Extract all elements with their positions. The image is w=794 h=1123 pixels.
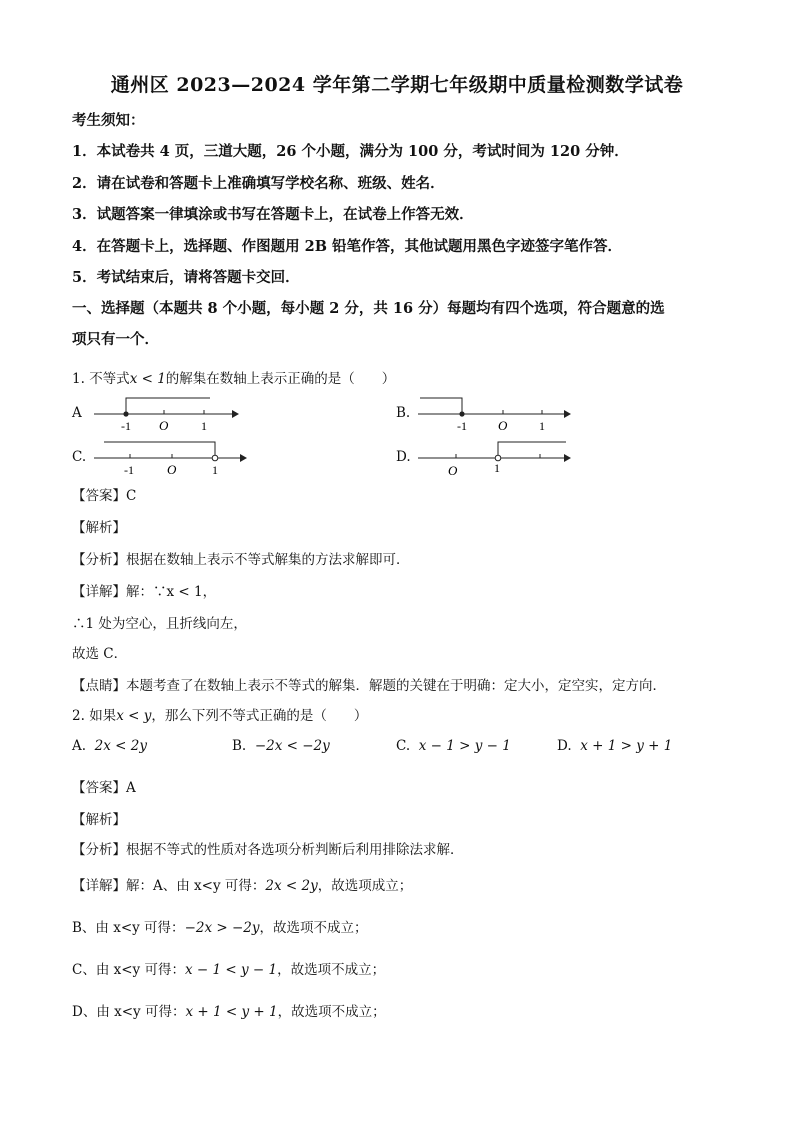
question-text: 不等式 <box>89 371 130 387</box>
detail-text: 【详解】解：∵x < 1， <box>72 584 217 600</box>
detail-math: x − 1 < y − 1 <box>184 962 278 978</box>
detail-text: ，故选项不成立； <box>259 920 368 936</box>
axis-arrow <box>564 410 571 418</box>
detail-step: ∴1 处为空心，且折线向左， <box>72 616 247 632</box>
question-text: ，那么下列不等式正确的是（ ） <box>151 708 368 724</box>
analysis-heading: 【解析】 <box>72 812 126 828</box>
solution-bracket <box>126 398 210 414</box>
option-a <box>72 738 147 754</box>
page-title: 通州区 2023—2024 学年第二学期七年级期中质量检测数学试卷 <box>110 74 684 96</box>
question-math: x < 1 <box>129 371 166 387</box>
detail-text: ，故选项不成立； <box>277 1004 386 1020</box>
detail-text: ，故选项不成立； <box>277 962 386 978</box>
question-number: 2. <box>72 708 85 724</box>
detail-math: x + 1 < y + 1 <box>185 1004 278 1020</box>
option-math: −2x < −2y <box>254 738 330 754</box>
option-b-label: B. <box>396 405 411 421</box>
solution-bracket <box>104 442 215 458</box>
question-1 <box>72 367 395 387</box>
tick-label: -1 <box>457 419 467 433</box>
option-a-number-line <box>90 392 240 434</box>
section-heading-cont: 项只有一个． <box>72 331 159 348</box>
detail-text: B、由 x<y 可得： <box>72 920 185 936</box>
solution-bracket <box>420 398 462 414</box>
detail-text: ，故选项成立； <box>317 878 413 894</box>
question-number: 1. <box>72 371 85 387</box>
option-math: x + 1 > y + 1 <box>580 738 673 754</box>
detail-text: 【详解】解：A、由 x<y 可得： <box>72 878 266 894</box>
tick-label: 1 <box>201 419 207 433</box>
option-d <box>557 738 672 754</box>
notice-item: 2．请在试卷和答题卡上准确填写学校名称、班级、姓名． <box>72 175 445 192</box>
detail-conclusion: 故选 C． <box>72 646 128 662</box>
detail-d <box>72 1000 386 1020</box>
question-text: 的解集在数轴上表示正确的是（ ） <box>165 371 396 387</box>
option-letter: A. <box>72 738 87 754</box>
solid-point <box>123 411 128 416</box>
option-letter: C. <box>396 738 411 754</box>
tick-label: O <box>159 418 169 433</box>
solution-bracket <box>498 442 566 458</box>
tick-label: 1 <box>494 461 500 475</box>
tick-label: -1 <box>121 419 131 433</box>
notice-item: 3．试题答案一律填涂或书写在答题卡上，在试卷上作答无效． <box>72 206 474 223</box>
answer-label: 【答案】C <box>72 488 137 504</box>
detail-b <box>72 916 368 936</box>
analysis-heading: 【解析】 <box>72 520 126 536</box>
option-math: 2x < 2y <box>94 738 147 754</box>
option-letter: B. <box>232 738 247 754</box>
option-letter: D. <box>557 738 572 754</box>
option-math: x − 1 > y − 1 <box>418 738 511 754</box>
notice-item: 4．在答题卡上，选择题、作图题用 2B 铅笔作答，其他试题用黑色字迹签字笔作答． <box>72 238 623 255</box>
option-c-number-line <box>90 436 250 478</box>
tick-label: 1 <box>212 463 218 477</box>
analysis-text: 【分析】根据在数轴上表示不等式解集的方法求解即可． <box>72 552 410 568</box>
detail-math: 2x < 2y <box>265 878 318 894</box>
option-b <box>232 738 330 754</box>
notice-item: 1．本试卷共 4 页，三道大题，26 个小题，满分为 100 分，考试时间为 120 分钟． <box>72 143 629 160</box>
tick-label: O <box>448 463 458 478</box>
question-2 <box>72 704 367 724</box>
detail-a <box>72 874 412 894</box>
option-a-label: A <box>72 405 82 421</box>
option-d-number-line <box>416 434 576 478</box>
solid-point <box>459 411 464 416</box>
option-c <box>396 738 511 754</box>
tick-label: 1 <box>539 419 545 433</box>
question-text: 如果 <box>89 708 117 724</box>
option-c-label: C. <box>72 449 87 465</box>
tick-label: -1 <box>124 463 134 477</box>
tick-label: O <box>498 418 508 433</box>
question-math: x < y <box>116 708 152 724</box>
detail-c <box>72 958 385 978</box>
notice-heading: 考生须知： <box>72 112 145 129</box>
option-b-number-line <box>416 392 576 434</box>
comment-text: 【点睛】本题考查了在数轴上表示不等式的解集．解题的关键在于明确：定大小，定空实，定方向． <box>72 678 666 694</box>
section-heading: 一、选择题（本题共 8 个小题，每小题 2 分，共 16 分）每题均有四个选项，符合题意的选 <box>72 300 665 317</box>
tick-label: O <box>167 462 177 477</box>
detail-text: D、由 x<y 可得： <box>72 1004 186 1020</box>
answer-label: 【答案】A <box>72 780 136 796</box>
hollow-point <box>495 455 501 461</box>
axis-arrow <box>240 454 247 462</box>
notice-item: 5．考试结束后，请将答题卡交回． <box>72 269 300 286</box>
detail-text: C、由 x<y 可得： <box>72 962 185 978</box>
option-d-label: D. <box>396 449 411 465</box>
hollow-point <box>212 455 218 461</box>
axis-arrow <box>564 454 571 462</box>
detail-math: −2x > −2y <box>184 920 260 936</box>
axis-arrow <box>232 410 239 418</box>
analysis-text: 【分析】根据不等式的性质对各选项分析判断后利用排除法求解． <box>72 842 464 858</box>
